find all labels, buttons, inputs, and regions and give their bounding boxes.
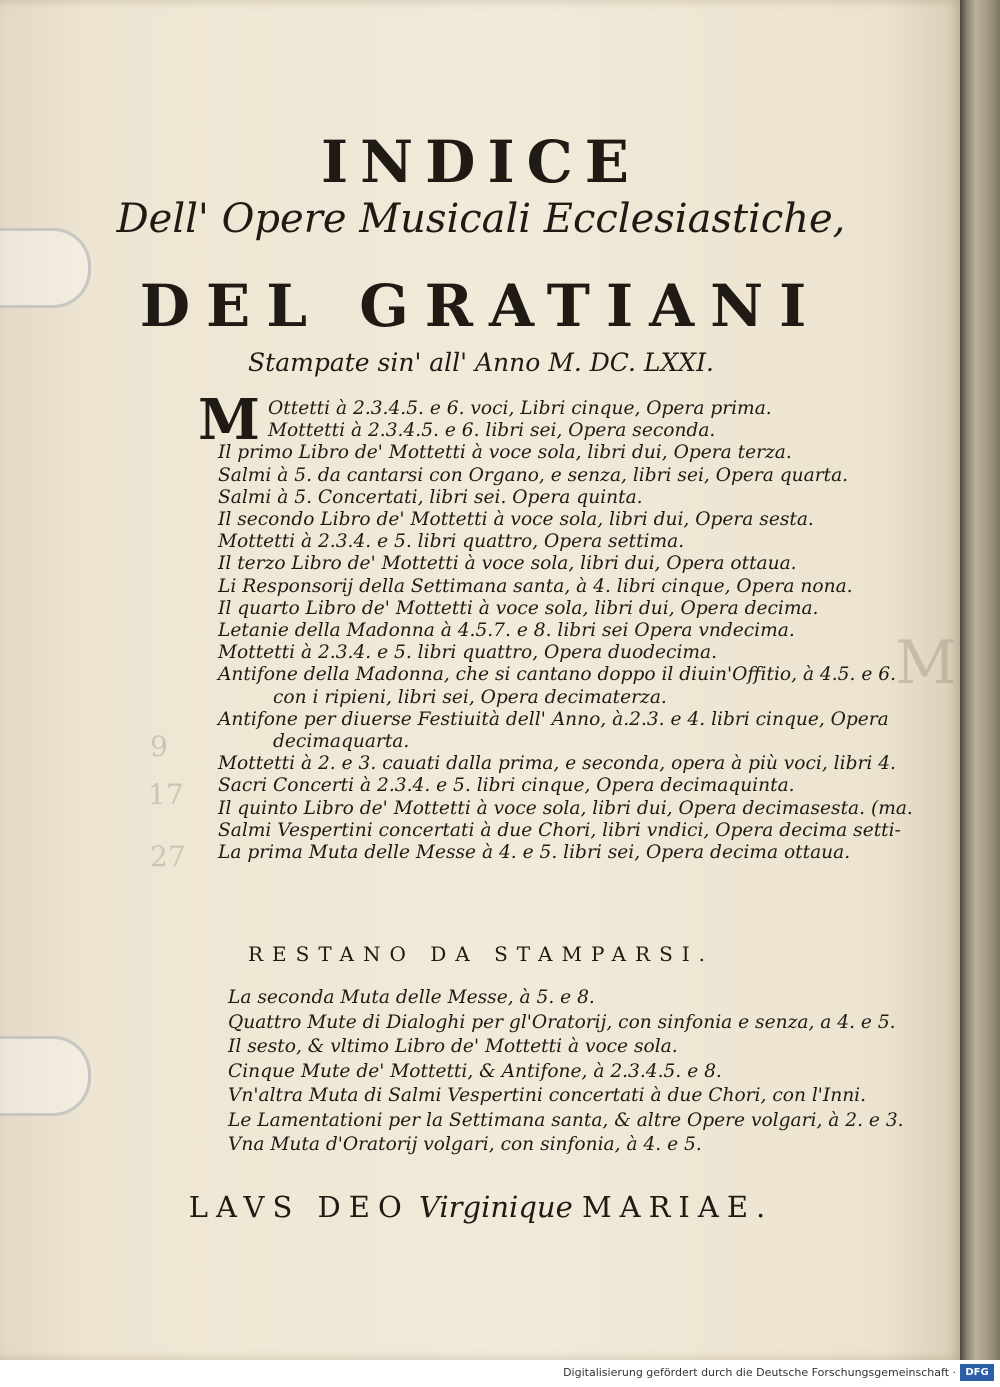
work-line: Salmi Vespertini concertati à due Chori, libri vndici, Opera decima setti- xyxy=(218,819,901,841)
work-line: La prima Muta delle Messe à 4. e 5. libri sei, Opera decima ottaua. xyxy=(218,842,851,864)
drop-cap: M xyxy=(198,387,260,453)
pending-line: Vn'altra Muta di Salmi Vespertini concertati à due Chori, con l'Inni. xyxy=(228,1085,867,1106)
pending-line: Le Lamentationi per la Settimana santa, & altre Opere volgari, à 2. e 3. xyxy=(228,1109,904,1131)
work-line: Antifone per diuerse Festiuità dell' Anno, à.2.3. e 4. libri cinque, Opera xyxy=(218,708,889,730)
work-line: Letanie della Madonna à 4.5.7. e 8. libri sei Opera vndecima. xyxy=(218,620,795,642)
bleed-through-mark: 17 xyxy=(148,778,184,811)
paper-clip-lower xyxy=(0,1036,91,1116)
work-line: Antifone della Madonna, che si cantano doppo il diuin'Offitio, à 4.5. e 6. xyxy=(218,664,896,686)
work-line: Il primo Libro de' Mottetti à voce sola, libri dui, Opera terza. xyxy=(218,442,792,464)
work-line: Ottetti à 2.3.4.5. e 6. voci, Libri cinque, Opera prima. xyxy=(268,398,772,419)
work-line: Sacri Concerti à 2.3.4. e 5. libri cinque, Opera decimaquinta. xyxy=(218,775,795,797)
dfg-logo: DFG xyxy=(960,1364,994,1381)
heading-stampate: Stampate sin' all' Anno M. DC. LXXI. xyxy=(248,348,714,377)
bleed-through-mark: 9 xyxy=(150,730,168,763)
work-line: Mottetti à 2. e 3. cauati dalla prima, e seconda, opera à più voci, libri 4. xyxy=(218,753,896,775)
pending-works-list xyxy=(228,986,968,1158)
work-line: Salmi à 5. da cantarsi con Organo, e senza, libri sei, Opera quarta. xyxy=(218,464,849,486)
works-list xyxy=(218,398,963,864)
closing-line xyxy=(0,1190,962,1224)
work-line: Il quinto Libro de' Mottetti à voce sola, libri dui, Opera decimasesta. (ma. xyxy=(218,797,913,819)
closing-caps-2: MARIAE. xyxy=(581,1190,774,1224)
closing-italic: Virginique xyxy=(418,1190,573,1224)
work-line: Li Responsorij della Settimana santa, à 4. libri cinque, Opera nona. xyxy=(218,575,853,597)
work-line: Mottetti à 2.3.4. e 5. libri quattro, Opera duodecima. xyxy=(218,642,718,664)
heading-indice: INDICE xyxy=(321,128,641,196)
work-line: Salmi à 5. Concertati, libri sei. Opera quinta. xyxy=(218,486,643,508)
bleed-through-mark: 27 xyxy=(150,840,186,873)
funding-credit: Digitalisierung gefördert durch die Deutsche Forschungsgemeinschaft · xyxy=(563,1366,956,1379)
bleed-through-mark: M xyxy=(895,628,957,698)
work-line-continuation: decimaquarta. xyxy=(273,731,410,753)
pending-line: Quattro Mute di Dialoghi per gl'Oratorij, con sinfonia e senza, a 4. e 5. xyxy=(228,1011,896,1033)
heading-author: DEL GRATIANI xyxy=(139,272,823,340)
heading-restano: RESTANO DA STAMPARSI. xyxy=(247,942,715,966)
pending-line: Vna Muta d'Oratorij volgari, con sinfonia, à 4. e 5. xyxy=(228,1134,702,1155)
heading-opere: Dell' Opere Musicali Ecclesiastiche, xyxy=(116,196,846,242)
work-line: Mottetti à 2.3.4. e 5. libri quattro, Opera settima. xyxy=(218,531,685,553)
work-line: Mottetti à 2.3.4.5. e 6. libri sei, Opera seconda. xyxy=(268,420,716,442)
pending-line: Il sesto, & vltimo Libro de' Mottetti à voce sola. xyxy=(228,1036,678,1057)
pending-line: Cinque Mute de' Mottetti, & Antifone, à 2.3.4.5. e 8. xyxy=(228,1060,722,1082)
work-line: Il quarto Libro de' Mottetti à voce sola, libri dui, Opera decima. xyxy=(218,597,819,619)
book-page-edge xyxy=(960,0,1000,1360)
work-line: Il terzo Libro de' Mottetti à voce sola, libri dui, Opera ottaua. xyxy=(218,553,797,575)
closing-caps-1: LAVS DEO xyxy=(188,1190,410,1224)
pending-line: La seconda Muta delle Messe, à 5. e 8. xyxy=(228,987,595,1008)
work-line: Il secondo Libro de' Mottetti à voce sola, libri dui, Opera sesta. xyxy=(218,509,814,531)
work-line-continuation: con i ripieni, libri sei, Opera decimaterza. xyxy=(273,686,667,708)
